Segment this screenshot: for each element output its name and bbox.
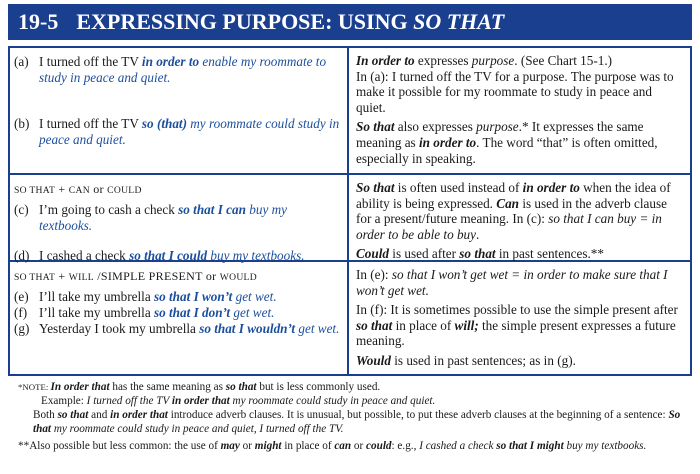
table-row-3 bbox=[10, 262, 690, 374]
footnote-example: Example: I turned off the TV in order that my roommate could study in peace and quiet. bbox=[41, 395, 436, 407]
examples-cell bbox=[10, 175, 346, 263]
example-g: (g) Yesterday I took my umbrella so that I wouldn’t get wet. bbox=[14, 321, 340, 336]
explanation-text: In (f): It is sometimes possible to use the simple present after so that in place of will; the simple present expresses a future meaning. bbox=[356, 302, 678, 349]
footnote-text: Both so that and in order that introduce adverb clauses. It is unusual, but possible, to put these adverb clauses at the beginning of a sentence: So that my roommate could study in peace and quiet, I turned off the TV. bbox=[33, 409, 681, 435]
examples-cell bbox=[10, 48, 346, 173]
footnote-1: *NOTE: In order that has the same meaning as so that but is less commonly used. bbox=[18, 381, 381, 393]
example-d: (d) I cashed a check so that I could buy my textbooks. bbox=[14, 248, 305, 263]
explanation-cell bbox=[347, 262, 690, 374]
example-f: (f) I’ll take my umbrella so that I don’t get wet. bbox=[14, 305, 275, 320]
footnotes bbox=[18, 380, 694, 453]
explanation-text: In (a): I turned off the TV for a purpose. The purpose was to make it possible for my roommate to study in peace and quiet. bbox=[356, 68, 674, 115]
explanation-cell bbox=[347, 175, 690, 260]
table-row-1 bbox=[10, 48, 690, 175]
chart-number: 19-5 bbox=[18, 9, 59, 34]
table-row-2 bbox=[10, 175, 690, 262]
explanation-text: So that is often used instead of in order to when the idea of ability is being expressed. Can is used in the adverb clause for a present/future meaning. In (c): so that I can buy = in order to be able to buy. bbox=[356, 180, 671, 242]
examples-cell bbox=[10, 262, 346, 374]
explanation-text: So that also expresses purpose.* It expresses the same meaning as in order to. The word “that” is often omitted, especially in speaking. bbox=[356, 119, 658, 166]
chart-title: EXPRESSING PURPOSE: USING SO THAT bbox=[76, 9, 505, 34]
explanation-text: Would is used in past sentences; as in (g). bbox=[356, 352, 576, 368]
row-heading: SO THAT + CAN or COULD bbox=[14, 182, 142, 196]
explanation-text: Could is used after so that in past sentences.** bbox=[356, 246, 604, 262]
example-c: (c) I’m going to cash a check so that I can buy my textbooks. bbox=[14, 202, 287, 233]
explanation-cell bbox=[347, 48, 690, 173]
chart-title-bar bbox=[8, 4, 692, 40]
grammar-table bbox=[8, 46, 692, 376]
explanation-text: In order to expresses purpose. (See Chart 15-1.) bbox=[356, 53, 613, 68]
example-a: (a) I turned off the TV in order to enable my roommate to study in peace and quiet. bbox=[14, 54, 327, 85]
explanation-text: In (e): so that I won’t get wet = in order to make sure that I won’t get wet. bbox=[356, 267, 668, 298]
footnote-2: **Also possible but less common: the use of may or might in place of can or could: e.g., I cashed a check so that I might buy my textbooks. bbox=[18, 440, 647, 452]
example-e: (e) I’ll take my umbrella so that I won’t get wet. bbox=[14, 289, 277, 304]
example-b: (b) I turned off the TV so (that) my roommate could study in peace and quiet. bbox=[14, 116, 340, 147]
row-heading: SO THAT + WILL /SIMPLE PRESENT or WOULD bbox=[14, 269, 257, 283]
